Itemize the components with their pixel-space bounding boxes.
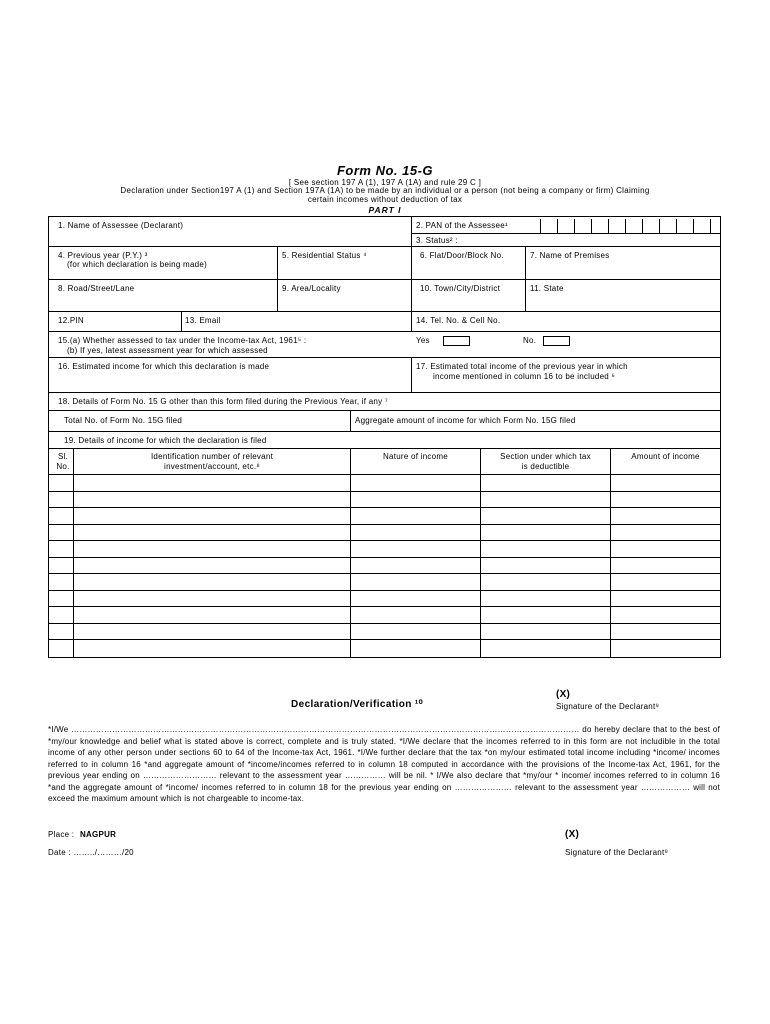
field-estimated-total-income[interactable]: 17. Estimated total income of the previous year in which (416, 362, 628, 371)
yes-label: Yes (416, 336, 430, 345)
field-road-street-lane[interactable]: 8. Road/Street/Lane (58, 284, 135, 293)
col-identification-header-2: investment/account, etc.⁸ (164, 462, 260, 471)
field-assessed-to-tax: 15.(a) Whether assessed to tax under the Income-tax Act, 1961⁵ : (58, 336, 307, 345)
field-state[interactable]: 11. State (530, 284, 564, 293)
part-heading: PART I (368, 205, 402, 215)
field-previous-year-note: (for which declaration is being made) (67, 260, 207, 269)
form-title: Form No. 15-G (336, 163, 434, 178)
place-value[interactable]: NAGPUR (80, 830, 117, 839)
field-estimated-total-income-note: income mentioned in column 16 to be included ⁶ (433, 372, 616, 381)
signature-top[interactable]: Signature of the Declarant⁹ (556, 702, 660, 711)
col-section-header-2: is deductible (521, 462, 570, 471)
declaration-text: *I/We …………………………………………………………………………………………………………………………………………………………………… do hereby declare that to the best of *my/our knowledge and belief what is stated above is correct, complete and is truly stated. *I/We declare that the incomes referred to in this form are not includible in the total income of any other person under sections 60 to 64 of the Income-tax Act, 1961. *I/We further declare that the tax *on my/our estimated total income including *income/ incomes referred to in column 16 *and aggregate amount of *income/incomes referred to in column 18 computed in accordance with the provisions of the Income-tax Act, 1961, for the previous year ending on ……………………… relevant to the assessment year …………… will be nil. * I/We also declare that *my/our * income/ incomes referred to in column 16 *and the aggregate amount of *income/ incomes referred to in column 18 for the previous year ending on ………………… relevant to the assessment year ……………… will not exceed the maximum amount which is not chargeable to income-tax. (48, 725, 720, 803)
declaration-line-1: Declaration under Section197 A (1) and Section 197A (1A) to be made by an individual or a person (not being a company or firm) Claiming (120, 186, 650, 195)
col-sl-header-2: No. (56, 462, 70, 471)
field-total-forms-filed[interactable]: Total No. of Form No. 15G filed (64, 416, 183, 425)
no-label: No. (523, 336, 537, 345)
declaration-line-2: certain incomes without deduction of tax (307, 195, 463, 204)
date-field[interactable]: Date : ……../………/20 (48, 848, 134, 857)
field-latest-assessment-year[interactable]: (b) If yes, latest assessment year for which assessed (67, 346, 268, 355)
signature-mark-bottom: (X) (565, 829, 580, 840)
field-email[interactable]: 13. Email (185, 316, 221, 325)
col-section-header-1: Section under which tax (500, 452, 591, 461)
field-flat-door-block[interactable]: 6. Flat/Door/Block No. (420, 251, 504, 260)
field-details-form-15g: 18. Details of Form No. 15 G other than this form filed during the Previous Year, if any ⁷ (58, 397, 388, 406)
no-checkbox[interactable] (543, 336, 570, 346)
field-status[interactable]: 3. Status² : (416, 236, 458, 245)
field-details-of-income: 19. Details of income for which the declaration is filed (64, 436, 267, 445)
col-sl-header-1: Sl. (57, 452, 69, 461)
field-pin[interactable]: 12.PIN (58, 316, 84, 325)
field-pan[interactable]: 2. PAN of the Assessee¹ (416, 221, 508, 230)
field-town-city-district[interactable]: 10. Town/City/District (420, 284, 501, 293)
field-residential-status[interactable]: 5. Residential Status ⁴ (282, 251, 367, 260)
see-section-note: [ See section 197 A (1), 197 A (1A) and rule 29 C ] (288, 178, 482, 187)
place-label: Place : (48, 830, 75, 839)
declaration-heading: Declaration/Verification ¹⁰ (291, 699, 424, 710)
signature-mark-top: (X) (556, 689, 571, 700)
col-amount-header: Amount of income (631, 452, 700, 461)
signature-bottom[interactable]: Signature of the Declarant⁹ (565, 848, 669, 857)
yes-checkbox[interactable] (443, 336, 470, 346)
field-name-of-premises[interactable]: 7. Name of Premises (530, 251, 610, 260)
field-estimated-income[interactable]: 16. Estimated income for which this declaration is made (58, 362, 270, 371)
field-name-of-assessee[interactable]: 1. Name of Assessee (Declarant) (58, 221, 184, 230)
field-tel-cell[interactable]: 14. Tel. No. & Cell No. (416, 316, 501, 325)
field-previous-year[interactable]: 4. Previous year (P.Y.) ³ (58, 251, 148, 260)
field-area-locality[interactable]: 9. Area/Locality (282, 284, 341, 293)
col-identification-header-1: Identification number of relevant (150, 452, 274, 461)
field-aggregate-amount[interactable]: Aggregate amount of income for which Form No. 15G filed (355, 416, 576, 425)
declaration-body (48, 724, 720, 805)
col-nature-header: Nature of income (383, 452, 448, 461)
